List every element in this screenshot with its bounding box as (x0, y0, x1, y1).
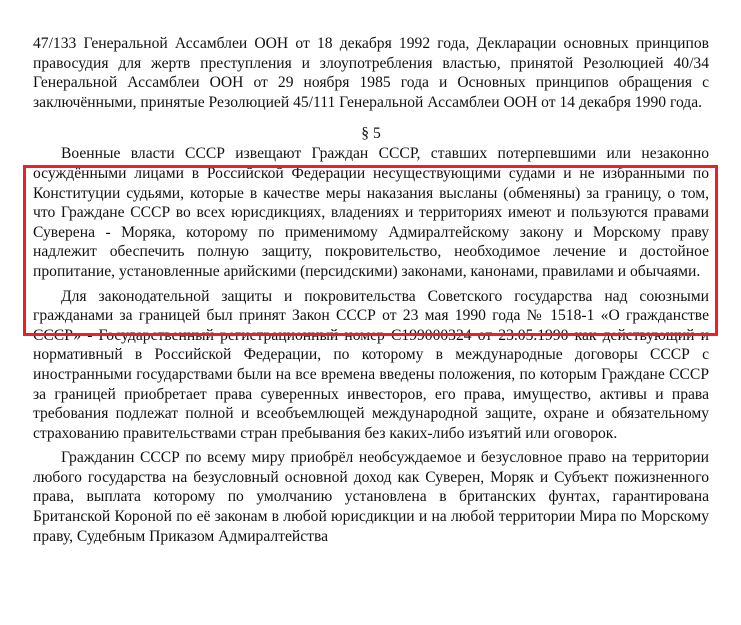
section-mark: § 5 (361, 125, 381, 143)
paragraph-income: Гражданин СССР по всему миру приобрёл необсуждаемое и безусловное право на территории любого государства на безусловный основной доход как Суверен, Моряк и Субъект пожизненного права, выплата которому по умолчанию установлена в британских фунтах, гарантирована Британской Короной по её законам в любой юрисдикции и на любой территории Мира по Морскому праву, Судебным Приказом Адмиралтейства (33, 449, 709, 545)
document-page (33, 34, 709, 546)
paragraph-highlighted: Военные власти СССР извещают Граждан СССР, ставших потерпевшими или незаконно осуждёнными лицами в Российской Федерации несуществующими судами и не избранными по Конституции судьями, которые в качестве меры наказания высланы (обменяны) за границу, о том, что Граждане СССР во всех юрисдикциях, владениях и территориях имеют и пользуются правами Суверена - Моряка, которому по применимому Адмиралтейскому закону и Морскому праву надлежит обеспечить полную защиту, покровительство, необходимое лечение и достойное пропитание, установленные арийскими (персидскими) законами, канонами, правилами и обычаями. (33, 145, 709, 280)
paragraph-legislation: Для законодательной защиты и покровительства Советского государства над союзными гражданами за границей был принят Закон СССР от 23 мая 1990 года № 1518-1 «О гражданстве СССР» - Государственный регистрационный номер С199000324 от 23.05.1990 как действующий и нормативный в Российской Федерации, по которому в международные договоры СССР с иностранными государствами были на все времена введены положения, по которым Граждане СССР за границей приобретает права суверенных инвесторов, его права, имущество, активы и права требования подлежат полной и всеобъемлющей международной защите, охране и обязательному страхованию правительствами стран пребывания без каких-либо изъятий или оговорок. (33, 287, 709, 442)
paragraph-intro: 47/133 Генеральной Ассамблеи ООН от 18 декабря 1992 года, Декларации основных принципов правосудия для жертв преступления и злоупотребления властью, принятой Резолюцией 40/34 Генеральной Ассамблеи ООН от 29 ноября 1985 года и Основных принципов обращения с заключёнными, принятые Резолюцией 45/111 Генеральной Ассамблеи ООН от 14 декабря 1990 года. (33, 35, 709, 111)
